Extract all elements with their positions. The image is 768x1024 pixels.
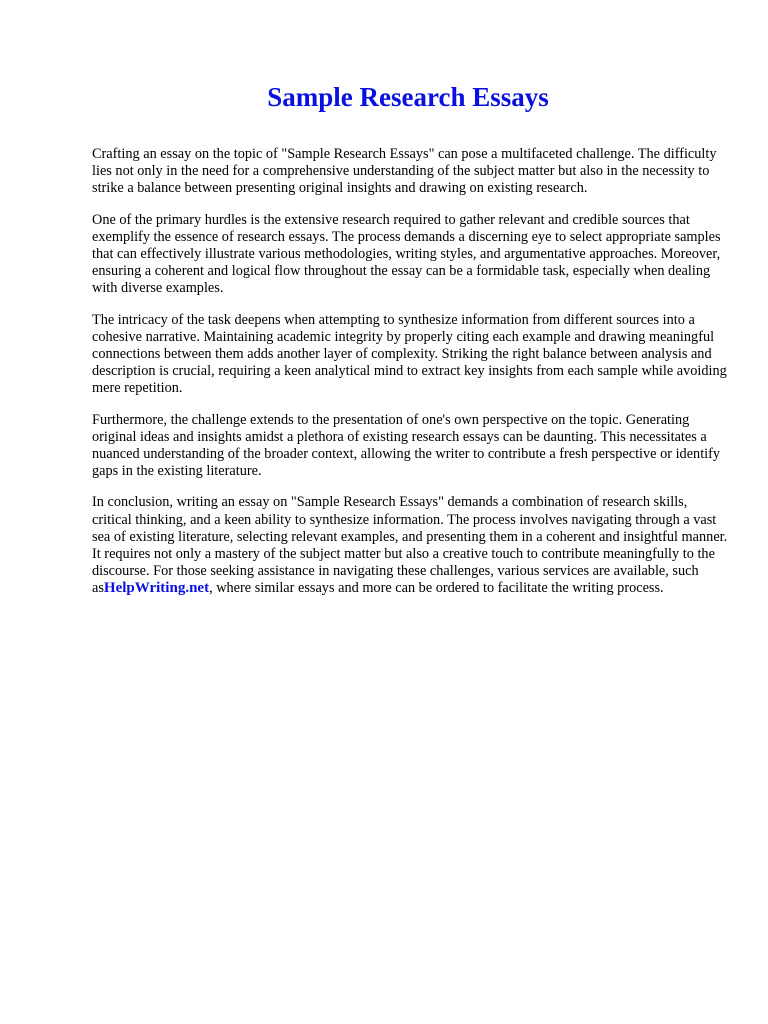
helpwriting-link[interactable]: HelpWriting.net xyxy=(103,580,210,597)
conclusion-text-before-link: In conclusion, writing an essay on "Sample Research Essays" demands a combination of research skills, critical thinking, and a keen ability to synthesize information. The process involves navigating through a vast sea of existing literature, selecting relevant examples, and presenting them in a coherent and insightful manner. It requires not only a mastery of the subject matter but also a creative touch to contribute meaningfully to the discourse. For those seeking assistance in navigating these challenges, various services are available, such as xyxy=(92,494,728,597)
conclusion-paragraph xyxy=(92,494,728,597)
paragraph-2: One of the primary hurdles is the extensive research required to gather relevant and credible sources that exemplify the essence of research essays. The process demands a discerning eye to select appropriate samples that can effectively illustrate various methodologies, writing styles, and argumentative approaches. Moreover, ensuring a coherent and logical flow throughout the essay can be a formidable task, especially when dealing with diverse examples. xyxy=(92,211,721,297)
document-body xyxy=(92,146,728,612)
conclusion-text-after-link: , where similar essays and more can be ordered to facilitate the writing process. xyxy=(209,580,664,597)
paragraph-3: The intricacy of the task deepens when attempting to synthesize information from different sources into a cohesive narrative. Maintaining academic integrity by properly citing each example and drawing meaningful connections between them adds another layer of complexity. Striking the right balance between analysis and description is crucial, requiring a keen analytical mind to extract key insights from each sample while avoiding mere repetition. xyxy=(92,311,727,397)
paragraph-1: Crafting an essay on the topic of "Sample Research Essays" can pose a multifaceted challenge. The difficulty lies not only in the need for a comprehensive understanding of the subject matter but also in the necessity to strike a balance between presenting original insights and drawing on existing research. xyxy=(92,146,717,197)
paragraph-4: Furthermore, the challenge extends to the presentation of one's own perspective on the topic. Generating original ideas and insights amidst a plethora of existing research essays can be daunting. This necessitates a nuanced understanding of the broader context, allowing the writer to contribute a fresh perspective or identify gaps in the existing literature. xyxy=(92,411,721,480)
document-title: Sample Research Essays xyxy=(267,82,549,112)
